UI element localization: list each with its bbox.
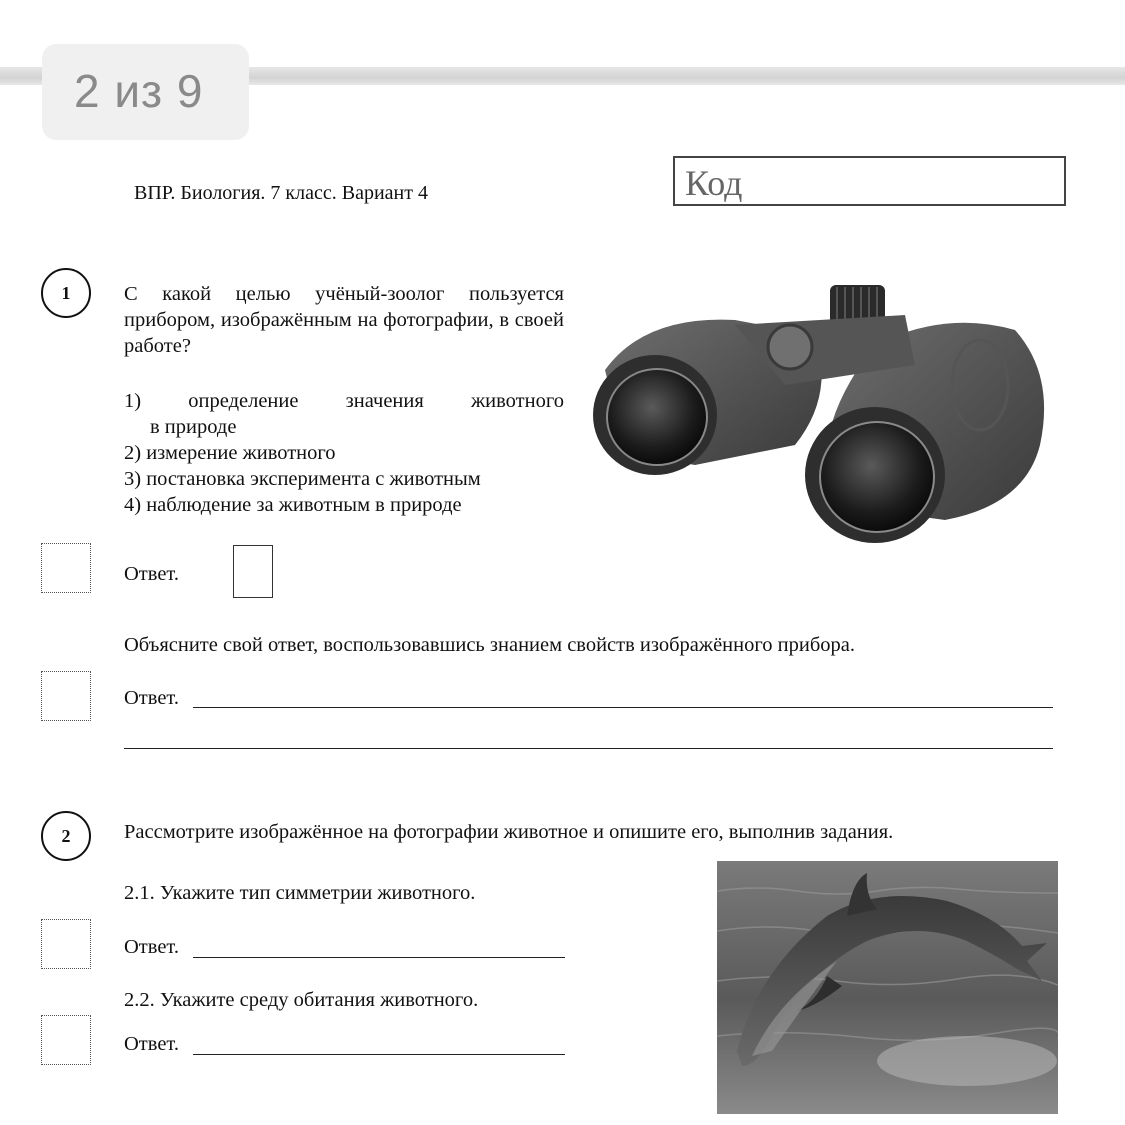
task-1-option-4: 4) наблюдение за животным в природе (124, 494, 462, 516)
task-1-answer-label: Ответ. (124, 563, 179, 585)
task-1-number: 1 (41, 268, 91, 318)
task-1-explain-prompt: Объясните свой ответ, воспользовавшись знанием свойств изображённого прибора. (124, 634, 855, 656)
page-indicator-text: 2 из 9 (74, 65, 204, 117)
document-header: ВПР. Биология. 7 класс. Вариант 4 (134, 182, 428, 204)
task-1-option-3: 3) постановка эксперимента с животным (124, 468, 481, 490)
score-box-1a (41, 543, 91, 593)
task-2-prompt: Рассмотрите изображённое на фотографии животное и опишите его, выполнив задания. (124, 821, 894, 843)
task-1-answer-box[interactable] (233, 545, 273, 598)
binoculars-photo (585, 275, 1060, 560)
task-1-option-2: 2) измерение животного (124, 442, 336, 464)
task-2-2-answer-label: Ответ. (124, 1033, 179, 1055)
task-1-explain-answer-line-2[interactable] (124, 748, 1053, 749)
task-2-number: 2 (41, 811, 91, 861)
code-field[interactable] (673, 156, 1066, 206)
score-box-1b (41, 671, 91, 721)
task-1-explain-answer-line-1[interactable] (193, 707, 1053, 708)
task-1-question: С какой целью учёный-зоолог пользуется прибором, изображённым на фотографии, в своей работе? (124, 283, 564, 357)
score-box-2-2 (41, 1015, 91, 1065)
task-1-explain-answer-label: Ответ. (124, 687, 179, 709)
code-label: Код (685, 163, 743, 203)
task-2-1-question: 2.1. Укажите тип симметрии животного. (124, 882, 476, 904)
task-1-option-1: 1) определение значения животного (124, 390, 564, 412)
task-2-2-question: 2.2. Укажите среду обитания животного. (124, 989, 479, 1011)
score-box-2-1 (41, 919, 91, 969)
task-1-option-1-cont: в природе (150, 416, 237, 438)
page-indicator (42, 44, 249, 140)
task-2-2-answer-line[interactable] (193, 1054, 565, 1055)
dolphin-photo (717, 861, 1058, 1114)
task-2-1-answer-line[interactable] (193, 957, 565, 958)
task-2-1-answer-label: Ответ. (124, 936, 179, 958)
